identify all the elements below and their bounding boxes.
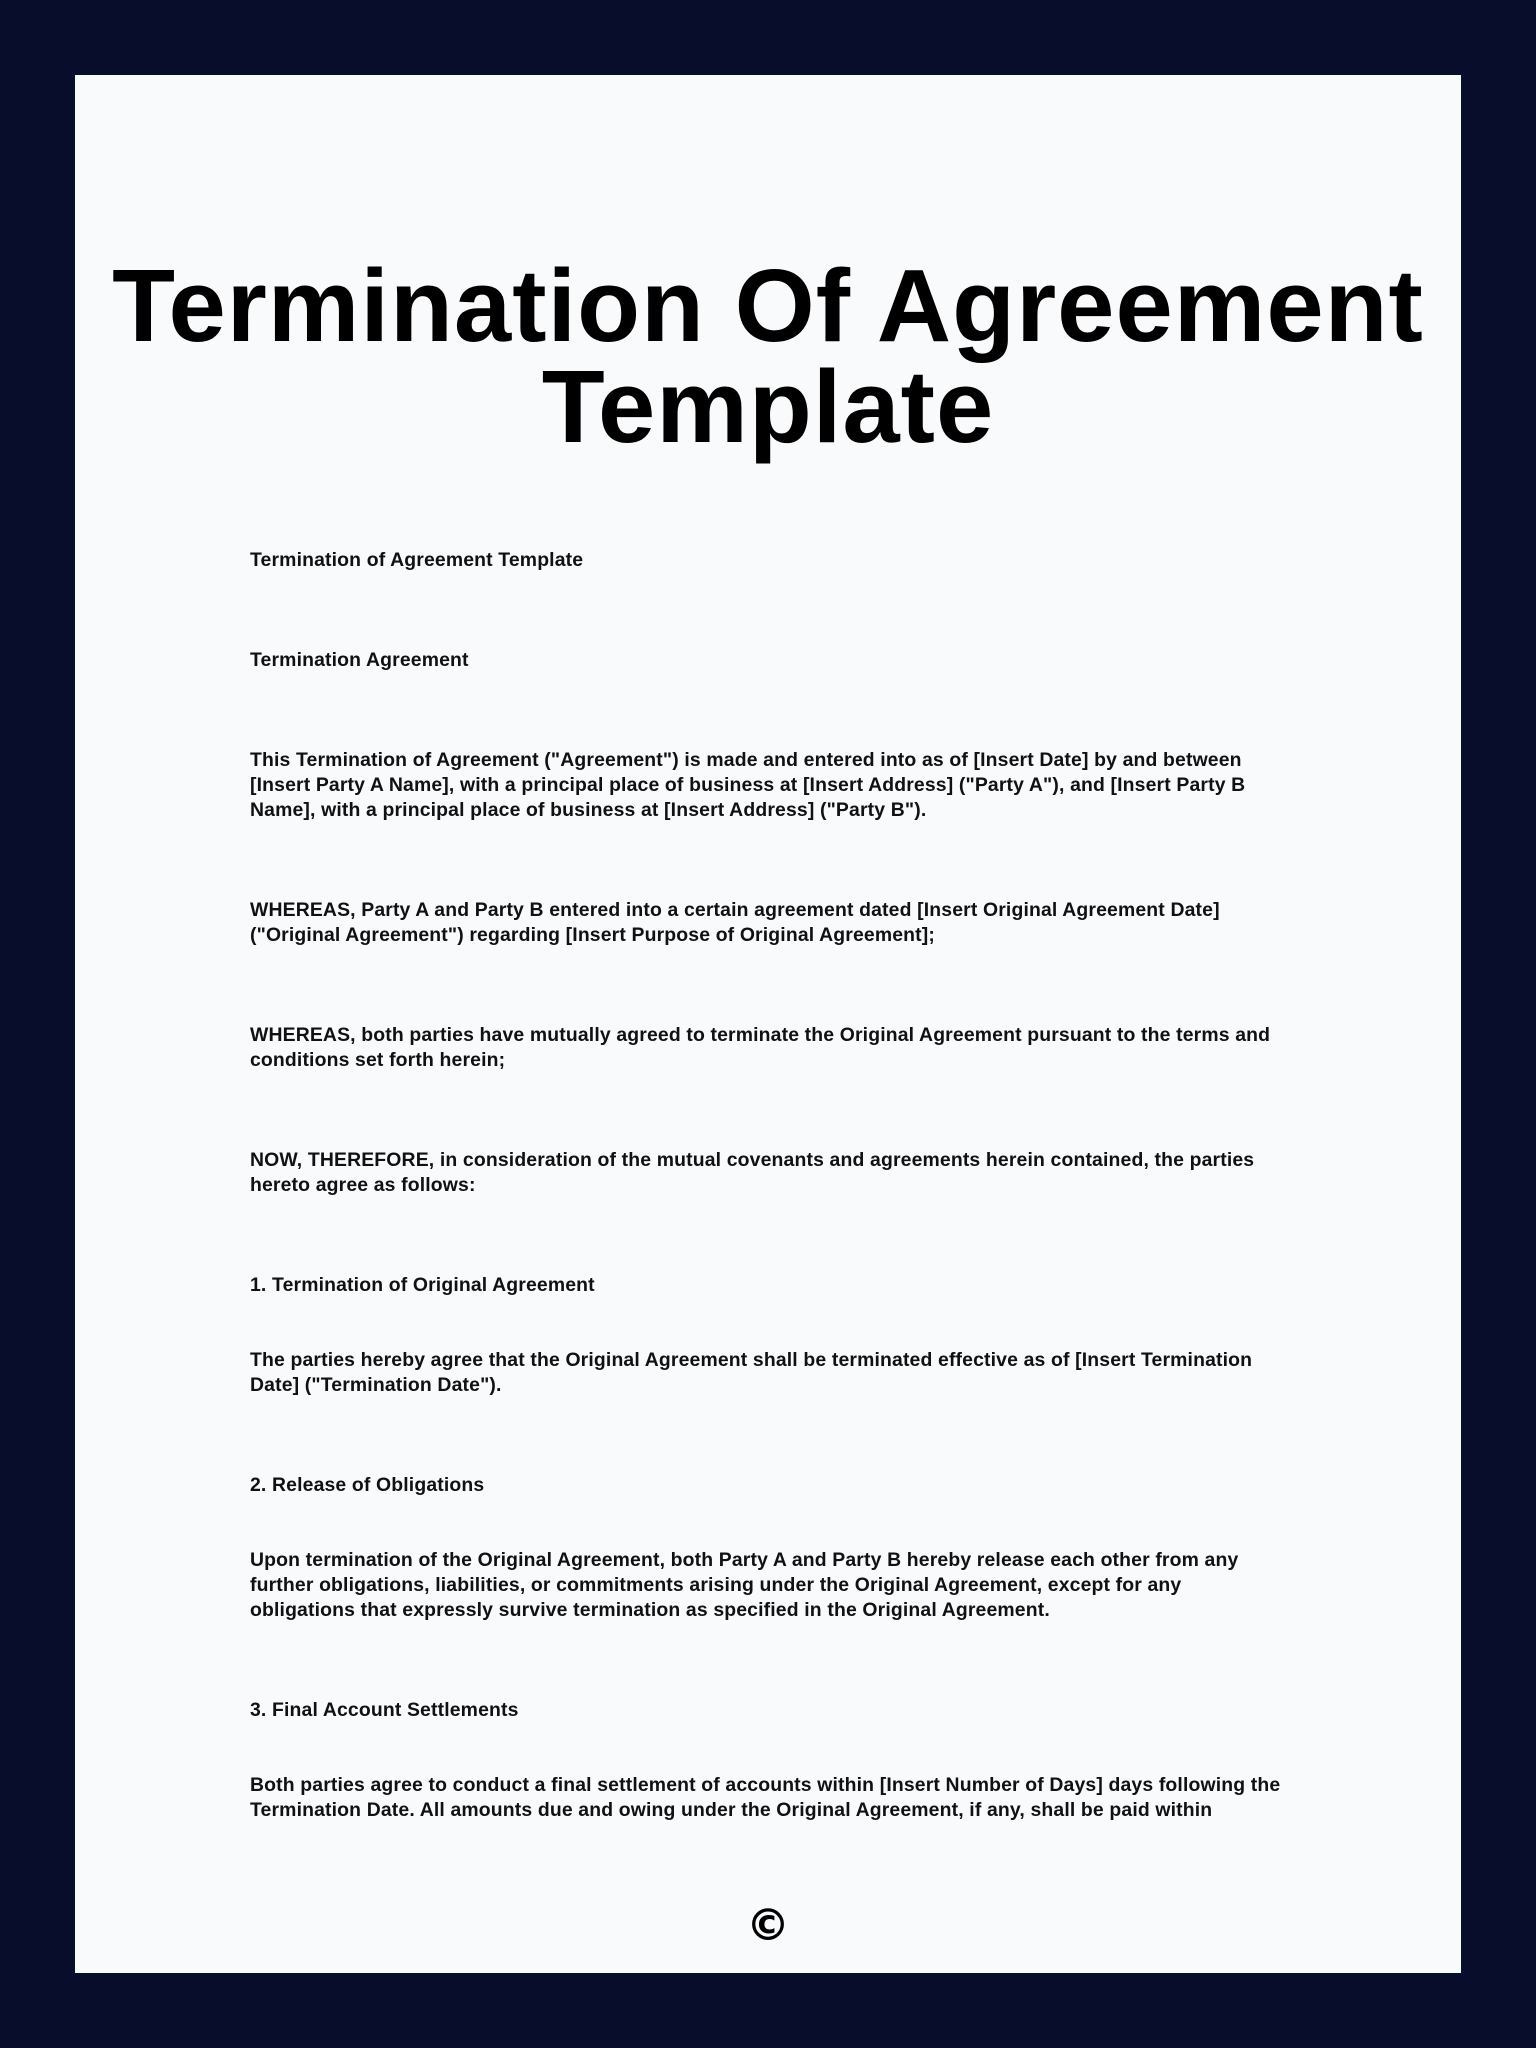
document-heading: Termination of Agreement Template bbox=[250, 549, 584, 571]
section-paragraph: Both parties agree to conduct a final settlement of accounts within [Insert Number of Days] days following the Termination Date. All amounts due and owing under the Original Agreement, if any, shall be paid within bbox=[250, 1774, 1281, 1821]
page-title: Termination Of Agreement Template bbox=[112, 248, 1424, 464]
document-page bbox=[75, 75, 1461, 1973]
section-paragraph: The parties hereby agree that the Original Agreement shall be terminated effective as of [Insert Termination Date] ("Termination Date"). bbox=[250, 1349, 1253, 1396]
intro-paragraph: This Termination of Agreement ("Agreement") is made and entered into as of [Insert Date] by and between [Insert Party A Name], with a principal place of business at [Insert Address] ("Party A"), and [Insert Party B Name], with a principal place of business at [Insert Address] ("Party B"). bbox=[250, 749, 1246, 821]
section-paragraph: Upon termination of the Original Agreement, both Party A and Party B hereby release each other from any further obligations, liabilities, or commitments arising under the Original Agreement, except for any obligations that expressly survive termination as specified in the Original Agreement. bbox=[250, 1549, 1239, 1621]
section-heading: 2. Release of Obligations bbox=[250, 1474, 485, 1496]
section-heading: 3. Final Account Settlements bbox=[250, 1699, 519, 1721]
document-body bbox=[250, 548, 1290, 1823]
document-subheading: Termination Agreement bbox=[250, 649, 469, 671]
therefore-clause: NOW, THEREFORE, in consideration of the mutual covenants and agreements herein contained, the parties hereto agree as follows: bbox=[250, 1149, 1255, 1196]
copyright-icon: © bbox=[746, 1900, 790, 1951]
section-heading: 1. Termination of Original Agreement bbox=[250, 1274, 595, 1296]
whereas-clause: WHEREAS, both parties have mutually agreed to terminate the Original Agreement pursuant to the terms and conditions set forth herein; bbox=[250, 1024, 1271, 1071]
whereas-clause: WHEREAS, Party A and Party B entered into a certain agreement dated [Insert Original Agreement Date] ("Original Agreement") regarding [Insert Purpose of Original Agreement]; bbox=[250, 899, 1220, 946]
